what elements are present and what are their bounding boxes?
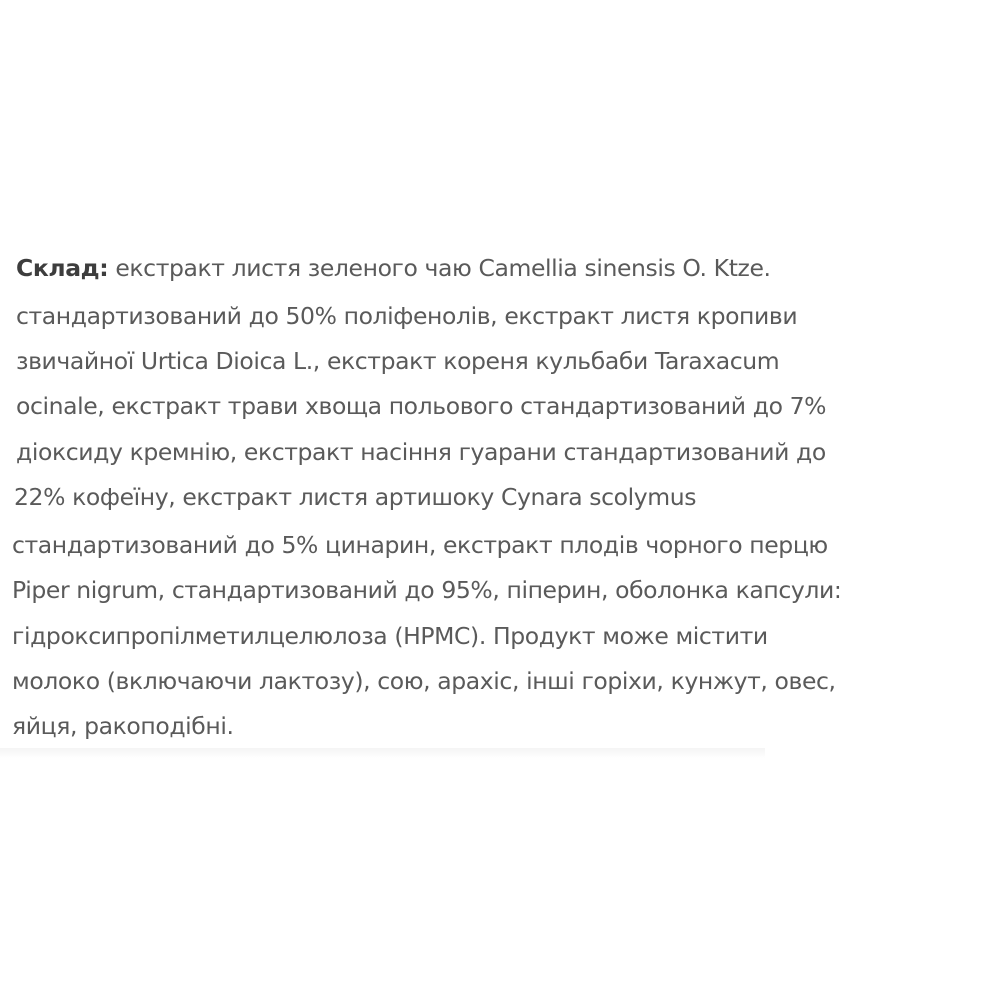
composition-line-3: звичайної Urtica Dioica L., екстракт кореня кульбаби Taraxacum (16, 347, 780, 375)
scan-edge-shadow (0, 748, 765, 758)
composition-line-1-text: екстракт листя зеленого чаю Camellia sinensis O. Ktze. (115, 254, 771, 282)
composition-label: Склад: (16, 254, 109, 282)
composition-line-11: яйця, ракоподібні. (12, 712, 234, 740)
composition-line-6: 22% кофеїну, екстракт листя артишоку Cynara scolymus (14, 483, 697, 511)
composition-line-2: стандартизований до 50% поліфенолів, екстракт листя кропиви (16, 302, 798, 330)
composition-line-8: Piper nigrum, стандартизований до 95%, піперин, оболонка капсули: (12, 576, 842, 604)
composition-line-7: стандартизований до 5% цинарин, екстракт плодів чорного перцю (12, 531, 828, 559)
composition-line-10: молоко (включаючи лактозу), сою, арахіс, інші горіхи, кунжут, овес, (12, 667, 836, 695)
composition-line-1 (16, 254, 771, 282)
composition-line-5: діоксиду кремнію, екстракт насіння гуарани стандартизований до (16, 438, 826, 466)
composition-line-4: ocinale, екстракт трави хвоща польового стандартизований до 7% (16, 392, 827, 420)
composition-line-9: гідроксипропілметилцелюлоза (HPMC). Продукт може містити (12, 622, 768, 650)
